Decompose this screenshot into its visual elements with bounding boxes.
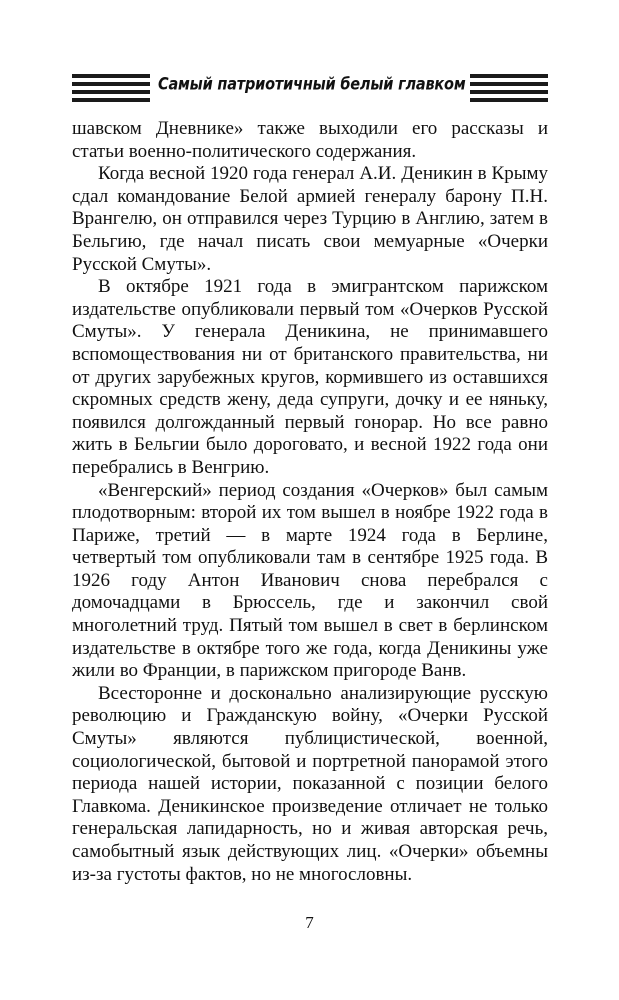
running-title: Самый патриотичный белый главком	[158, 75, 466, 95]
header-stripes-right	[470, 74, 548, 102]
header-stripes-left	[72, 74, 150, 102]
paragraph-continued: шавском Дневнике» также выходили его рассказы и статьи военно-политического содержания.	[72, 118, 548, 162]
paragraph: «Венгерский» период создания «Очерков» был самым плодотворным: второй их том вышел в ноябре 1922 года в Париже, третий — в марте 1924 года в Берлине, четвертый том опубликовали там в сентябре 1925 года. В 1926 году Антон Иванович снова перебрался с домочадцами в Брюссель, где и закончил свой многолетний труд. Пятый том вышел в свет в берлинском издательстве в октябре того же года, когда Деникины уже жили во Франции, в парижском пригороде Ванв.	[72, 479, 548, 682]
paragraph: Когда весной 1920 года генерал А.И. Деникин в Крыму сдал командование Белой армией генералу барону П.Н. Врангелю, он отправился через Турцию в Англию, затем в Бельгию, где начал писать свои мемуарные «Очерки Русской Смуты».	[72, 163, 548, 275]
running-header	[72, 72, 548, 108]
paragraph: В октябре 1921 года в эмигрантском парижском издательстве опубликовали первый том «Очерков Русской Смуты». У генерала Деникина, не принимавшего вспомоществования ни от британского правительства, ни от других зарубежных кругов, кормившего из оставшихся скромных средств жену, деда супруги, дочку и ее няньку, появился долгожданный первый гонорар. Но все равно жить в Бельгии было дороговато, и весной 1922 года они перебрались в Венгрию.	[72, 276, 548, 478]
page-number: 7	[305, 913, 314, 932]
paragraph: Всесторонне и досконально анализирующие русскую революцию и Гражданскую войну, «Очерки Русской Смуты» являются публицистической, военной, социологической, бытовой и портретной панорамой этого периода нашей истории, показанной с позиции белого Главкома. Деникинское произведение отличает не только генеральская лапидарность, но и живая авторская речь, самобытный язык действующих лиц. «Очерки» объемны из-за густоты фактов, но не многословны.	[72, 682, 548, 885]
body-text	[72, 118, 548, 886]
